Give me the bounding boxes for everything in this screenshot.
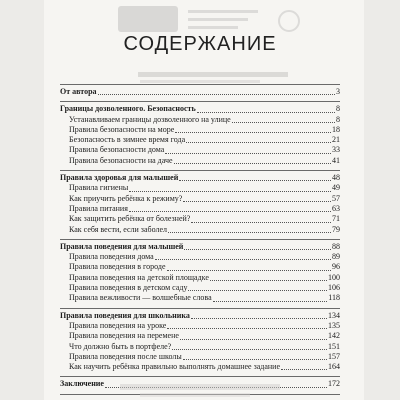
toc-page-number: 3: [336, 87, 340, 96]
dot-leader: [186, 141, 331, 143]
logo-circle-icon: [278, 10, 300, 32]
dot-leader: [168, 231, 331, 233]
page-title: СОДЕРЖАНИЕ: [123, 33, 277, 55]
toc-entry-row: [60, 362, 340, 372]
toc-page-number: 151: [328, 341, 340, 351]
toc-entry-row: [60, 115, 340, 125]
toc-entry-row: [60, 293, 340, 303]
toc-page-number: 100: [328, 272, 340, 282]
dot-leader: [155, 258, 331, 260]
dot-leader: [167, 327, 327, 329]
toc-page-number: 41: [332, 155, 340, 165]
toc-entry-row: [60, 135, 340, 145]
dot-leader: [167, 269, 332, 271]
toc-entry-title: Правила безопасности дома: [69, 145, 165, 155]
toc-page-number: 79: [332, 224, 340, 234]
dot-leader: [232, 121, 335, 123]
dot-leader: [165, 152, 331, 154]
toc-page-number: 57: [332, 193, 340, 203]
toc-page-number: 172: [328, 379, 340, 389]
toc-entry-title: Правила питания: [69, 203, 128, 213]
toc-section: [60, 239, 340, 304]
toc-entry-row: [60, 262, 340, 272]
toc-page-number: 33: [332, 145, 340, 155]
toc-entry-title: Правила безопасности на даче: [69, 155, 173, 165]
faint-footer-line: [140, 393, 250, 397]
toc-page-number: 88: [332, 241, 340, 251]
toc-page-number: 89: [332, 252, 340, 262]
toc-entry-title: Устанавливаем границы дозволенного на улице: [69, 114, 231, 124]
dot-leader: [213, 300, 328, 302]
toc-page-number: 18: [332, 124, 340, 134]
dot-leader: [175, 131, 331, 133]
toc-entry-row: [60, 145, 340, 155]
toc-entry-row: [60, 214, 340, 224]
logo-badge: [118, 6, 178, 32]
toc-page-number: 118: [328, 293, 340, 303]
toc-entry-title: Правила поведения на уроке: [69, 320, 167, 330]
toc-entry-title: Что должно быть в портфеле?: [69, 341, 172, 351]
toc-entry-title: Как себя вести, если заболел: [69, 224, 168, 234]
faint-footer: [120, 384, 280, 390]
dot-leader: [180, 338, 327, 340]
toc-entry-title: Как научить ребёнка правильно выполнять домашнее задание: [69, 362, 281, 372]
toc-entry-title: Правила поведения для малышей: [60, 241, 184, 251]
toc-heading-row: [60, 173, 340, 183]
publisher-logo: [118, 4, 298, 36]
toc-section: [60, 308, 340, 373]
logo-line: [188, 10, 258, 13]
dot-leader: [174, 162, 331, 164]
dot-leader: [172, 348, 327, 350]
faint-subtitle: [138, 72, 288, 77]
toc-page-number: 96: [332, 262, 340, 272]
table-of-contents: [60, 84, 340, 395]
toc-heading-row: [60, 242, 340, 252]
toc-entry-title: Как защитить ребёнка от болезней?: [69, 214, 191, 224]
toc-entry-row: [60, 321, 340, 331]
toc-entry-row: [60, 183, 340, 193]
toc-heading-row: [60, 311, 340, 321]
dot-leader: [98, 93, 335, 95]
toc-entry-title: От автора: [60, 87, 97, 96]
toc-entry-title: Правила гигиены: [69, 183, 129, 193]
faint-subtitle-line: [140, 80, 260, 83]
toc-section: [60, 101, 340, 166]
toc-page-number: 164: [328, 362, 340, 372]
toc-page-number: 157: [328, 351, 340, 361]
toc-page-number: 142: [328, 331, 340, 341]
toc-entry-title: Правила поведения на перемене: [69, 331, 179, 341]
toc-entry-title: Заключение: [60, 379, 104, 389]
toc-entry-row: [60, 273, 340, 283]
toc-entry-title: Правила поведения в детском саду: [69, 283, 188, 293]
toc-entry-row: [60, 194, 340, 204]
dot-leader: [191, 317, 327, 319]
dot-leader: [281, 368, 327, 370]
dot-leader: [129, 190, 331, 192]
toc-entry-title: Правила поведения для школьника: [60, 310, 190, 320]
dot-leader: [183, 200, 331, 202]
dot-leader: [210, 279, 327, 281]
dot-leader: [179, 179, 331, 181]
toc-entry-row: [60, 156, 340, 166]
toc-heading-row: [60, 87, 340, 97]
toc-entry-row: [60, 342, 340, 352]
toc-section: [60, 170, 340, 235]
toc-entry-row: [60, 252, 340, 262]
toc-page-number: 63: [332, 203, 340, 213]
toc-entry-title: Как приучить ребёнка к режиму?: [69, 193, 183, 203]
toc-entry-row: [60, 225, 340, 235]
toc-entry-title: Правила здоровья для малышей: [60, 173, 179, 183]
toc-page-number: 8: [336, 104, 340, 114]
toc-entry-row: [60, 352, 340, 362]
toc-entry-title: Правила поведения в городе: [69, 262, 166, 272]
dot-leader: [188, 289, 327, 291]
toc-page-number: 135: [328, 320, 340, 330]
dot-leader: [191, 221, 331, 223]
toc-entry-title: Границы дозволенного. Безопасность: [60, 104, 196, 114]
dot-leader: [184, 248, 331, 250]
toc-heading-row: [60, 104, 340, 114]
toc-entry-title: Правила вежливости — волшебные слова: [69, 293, 212, 303]
dot-leader: [183, 358, 327, 360]
toc-page-number: 49: [332, 183, 340, 193]
toc-entry-row: [60, 204, 340, 214]
dot-leader: [129, 210, 331, 212]
logo-line: [188, 18, 248, 21]
toc-page-number: 8: [336, 114, 340, 124]
toc-page-number: 71: [332, 214, 340, 224]
toc-entry-row: [60, 283, 340, 293]
toc-entry-title: Правила безопасности на море: [69, 124, 175, 134]
toc-entry-row: [60, 125, 340, 135]
toc-entry-row: [60, 331, 340, 341]
toc-entry-title: Правила поведения дома: [69, 252, 154, 262]
toc-entry-title: Правила поведения после школы: [69, 351, 182, 361]
toc-page-number: 134: [328, 310, 340, 320]
dot-leader: [197, 111, 335, 113]
toc-page-number: 106: [328, 283, 340, 293]
toc-page-number: 48: [332, 173, 340, 183]
toc-page-number: 21: [332, 135, 340, 145]
toc-entry-title: Безопасность в зимнее время года: [69, 135, 186, 145]
logo-line: [188, 26, 238, 29]
toc-entry-title: Правила поведения на детской площадке: [69, 272, 209, 282]
toc-section: [60, 84, 340, 97]
